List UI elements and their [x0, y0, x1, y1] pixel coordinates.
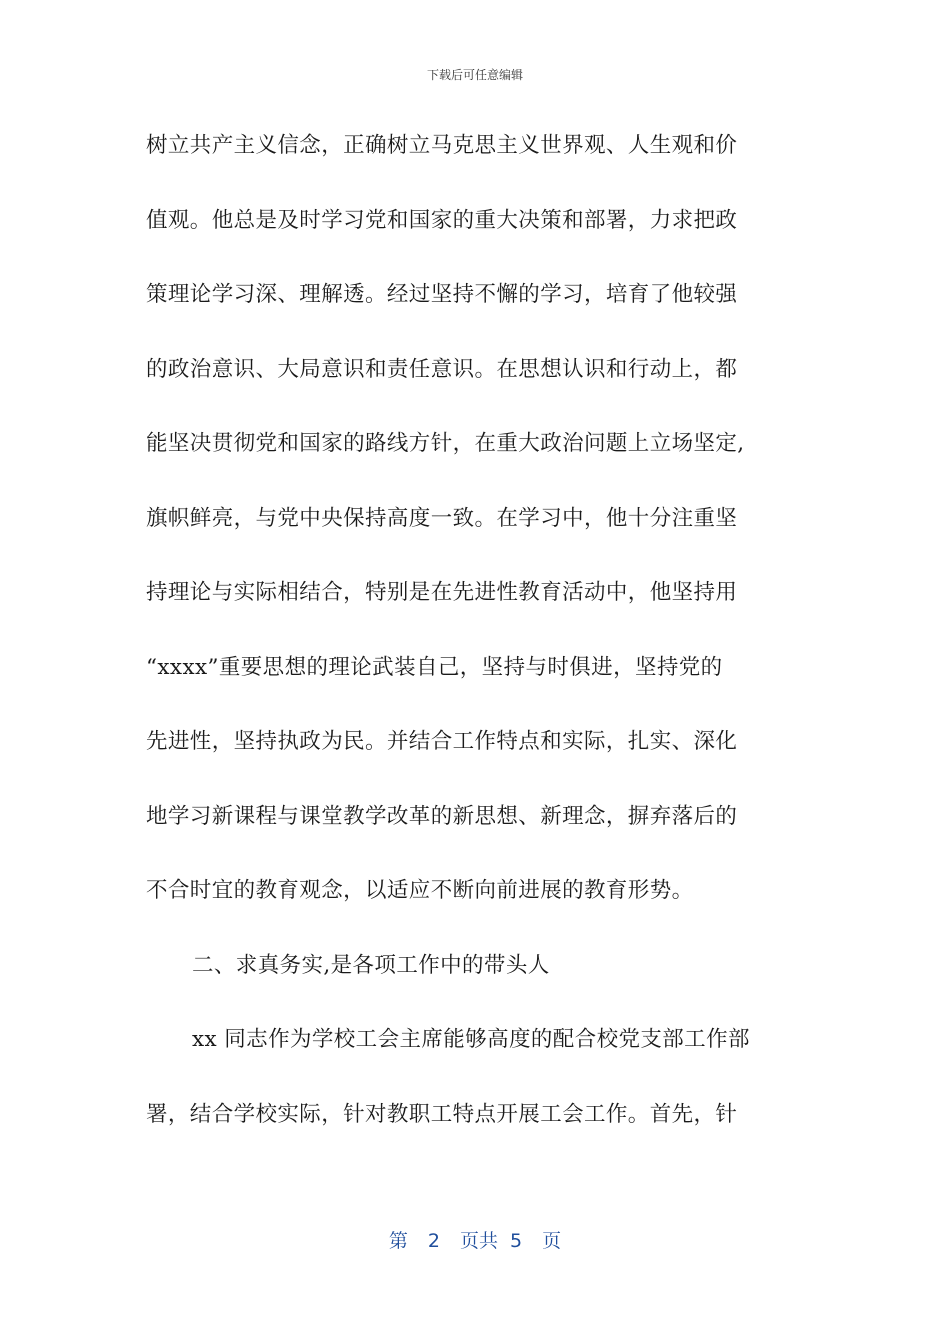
document-body	[146, 126, 818, 1169]
page-footer	[0, 1226, 950, 1253]
footer-prefix: 第	[388, 1230, 408, 1252]
body-line-10: 地学习新课程与课堂教学改革的新思想、新理念，摒弃落后的	[146, 803, 738, 829]
body-line-9: 先进性，坚持执政为民。并结合工作特点和实际，扎实、深化	[146, 729, 738, 754]
body-line-3: 策理论学习深、理解透。经过坚持不懈的学习，培育了他较强	[146, 282, 738, 307]
body-line-5: 能坚决贯彻党和国家的路线方针，在重大政治问题上立场坚定,	[146, 431, 745, 456]
section-heading: 二、求真务实,是各项工作中的带头人	[192, 952, 550, 978]
body-line-14: 署，结合学校实际，针对教职工特点开展工会工作。首先，针	[146, 1101, 738, 1127]
body-line-7: 持理论与实际相结合，特别是在先进性教育活动中，他坚持用	[146, 580, 738, 605]
footer-current-page: 2	[427, 1230, 440, 1252]
body-line-13: xx 同志作为学校工会主席能够高度的配合校党支部工作部	[192, 1027, 750, 1052]
body-line-4: 的政治意识、大局意识和责任意识。在思想认识和行动上，都	[146, 356, 738, 382]
body-line-6: 旗帜鲜亮，与党中央保持高度一致。在学习中，他十分注重坚	[146, 505, 738, 531]
footer-middle: 页共	[459, 1230, 498, 1252]
footer-suffix: 页	[542, 1230, 562, 1252]
body-line-2: 值观。他总是及时学习党和国家的重大决策和部署，力求把政	[146, 207, 738, 233]
body-line-8: “xxxx”重要思想的理论武装自己，坚持与时俱进，坚持党的	[146, 654, 723, 680]
body-line-11: 不合时宜的教育观念，以适应不断向前进展的教育形势。	[146, 878, 694, 903]
body-line-1: 树立共产主义信念，正确树立马克思主义世界观、人生观和价	[146, 133, 738, 158]
footer-total-pages: 5	[510, 1230, 523, 1252]
page-header-note: 下载后可任意编辑	[426, 68, 523, 82]
